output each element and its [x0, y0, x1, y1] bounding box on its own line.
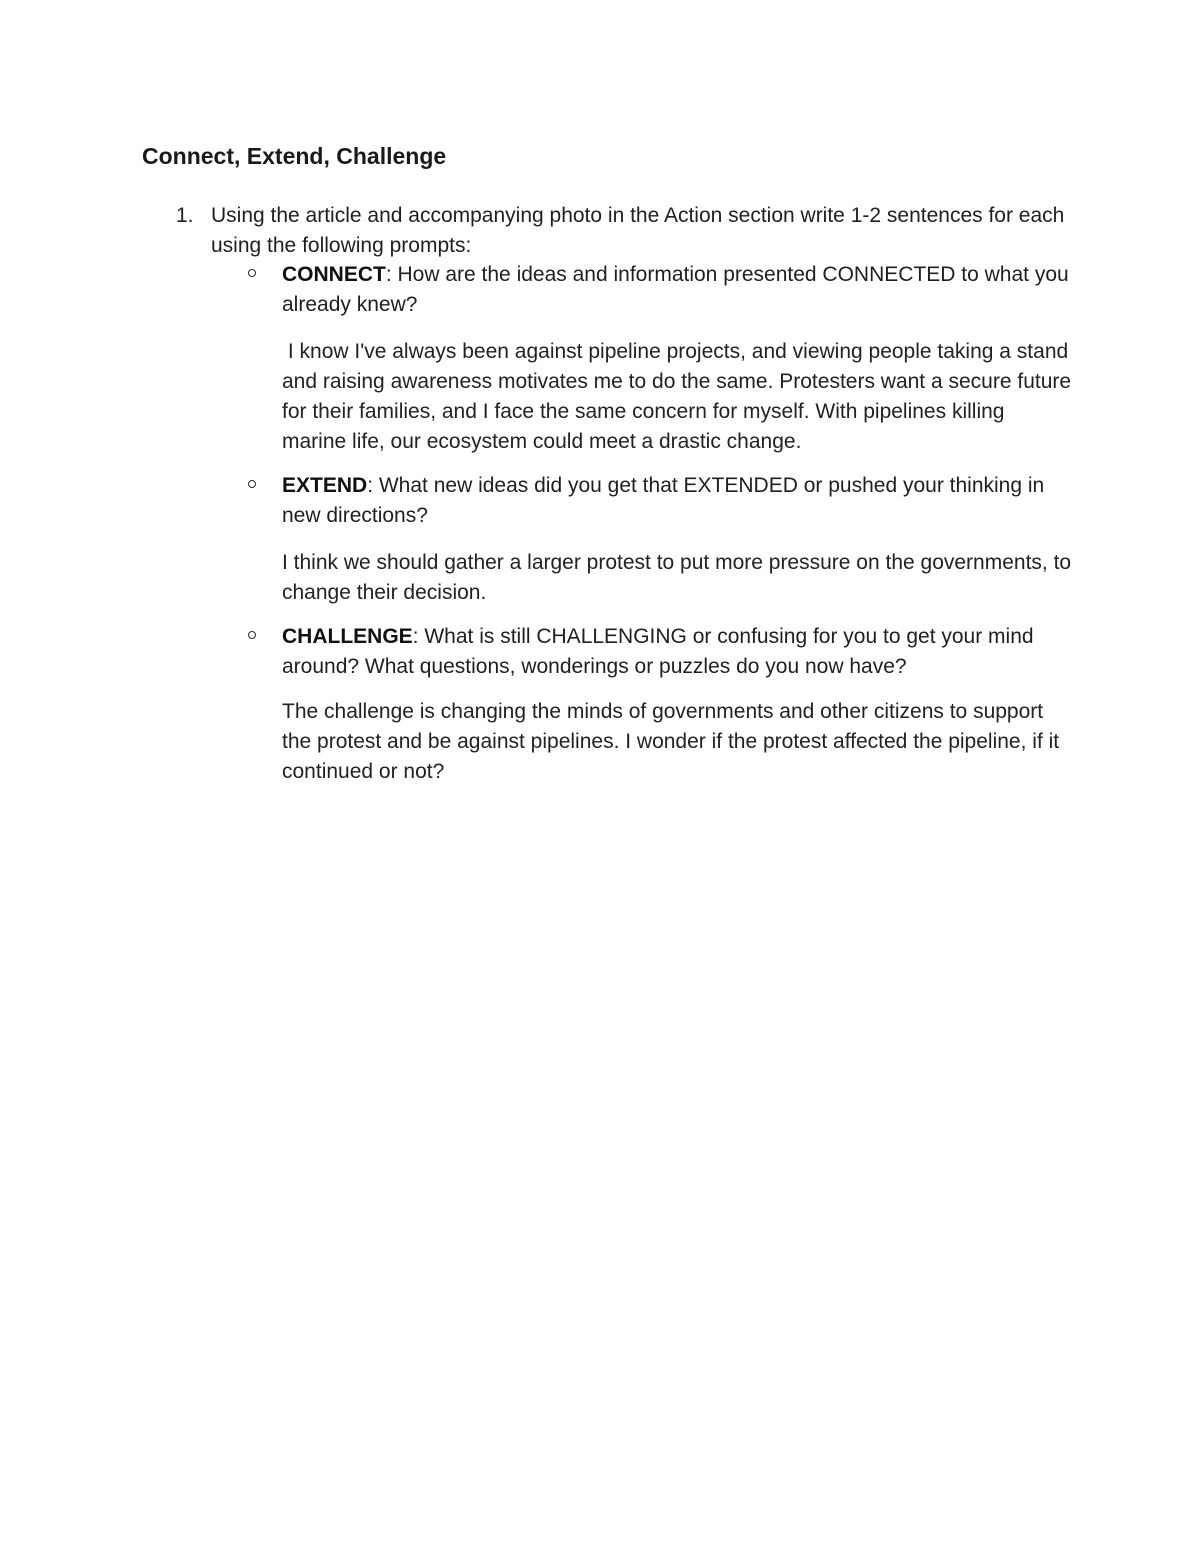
- prompt-keyword-challenge: CHALLENGE: [282, 625, 413, 648]
- circle-bullet-icon: [248, 480, 256, 488]
- prompt-keyword-extend: EXTEND: [282, 474, 368, 497]
- answer-challenge: The challenge is changing the minds of governments and other citizens to support the protest and be against pipelines. I wonder if the protest affected the pipeline, if it continued or not?: [282, 700, 1060, 783]
- answer-extend: I think we should gather a larger protest to put more pressure on the governments, to change their decision.: [282, 551, 1072, 604]
- prompt-text-connect: : How are the ideas and information presented CONNECTED to what you already knew?: [282, 263, 1069, 316]
- prompt-extend: [282, 471, 1072, 531]
- prompt-keyword-connect: CONNECT: [282, 263, 386, 286]
- circle-bullet-icon: [248, 269, 256, 277]
- question-text: Using the article and accompanying photo in the Action section write 1-2 sentences for each using the following prompts:: [211, 204, 1065, 257]
- prompt-text-extend: : What new ideas did you get that EXTENDED or pushed your thinking in new directions?: [282, 474, 1045, 527]
- answer-connect: [282, 337, 1072, 457]
- prompt-challenge: [282, 622, 1072, 682]
- document-title: Connect, Extend, Challenge: [142, 143, 447, 169]
- answer-text-connect: I know I've always been against pipeline projects, and viewing people taking a stand and raising awareness motivates me to do the same. Protesters want a secure future for their families, and I face the same concern for myself. With pipelines killing marine life, our ecosystem could meet a drastic change.: [282, 340, 1072, 453]
- question-number: 1.: [176, 204, 194, 227]
- circle-bullet-icon: [248, 631, 256, 639]
- prompt-connect: [282, 260, 1072, 320]
- prompt-text-challenge: : What is still CHALLENGING or confusing for you to get your mind around? What questions, wonderings or puzzles do you now have?: [282, 625, 1034, 678]
